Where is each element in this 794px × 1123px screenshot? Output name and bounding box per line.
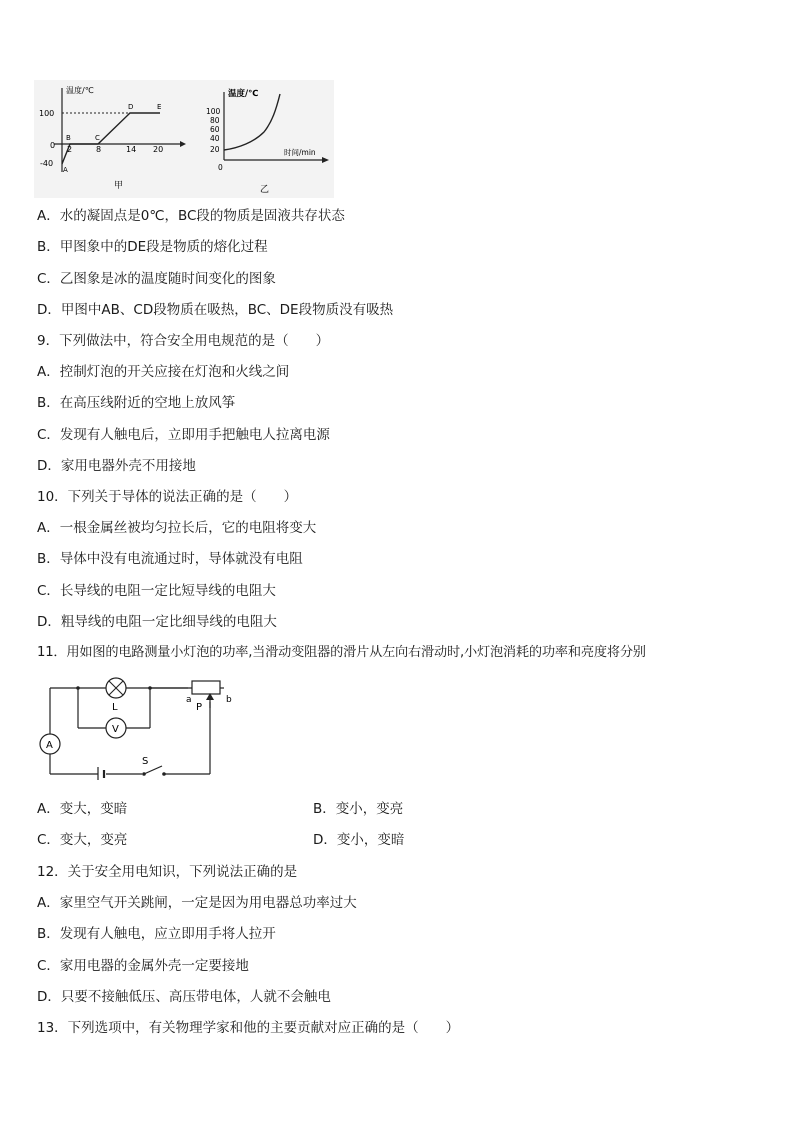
figure-background bbox=[34, 80, 334, 198]
q11-option-a: A．变大，变暗 bbox=[37, 801, 128, 817]
q12-option-a: A．家里空气开关跳闸，一定是因为用电器总功率过大 bbox=[37, 895, 357, 911]
yi-y-tick-40: 40 bbox=[210, 134, 220, 143]
q12-option-c: C．家用电器的金属外壳一定要接地 bbox=[37, 958, 249, 974]
switch-label: S bbox=[142, 756, 149, 767]
yi-y-tick-0: 0 bbox=[218, 163, 223, 172]
temperature-graphs-figure bbox=[34, 80, 334, 198]
jia-point-c: C bbox=[95, 134, 100, 142]
jia-point-a: A bbox=[63, 166, 68, 174]
q10-option-a: A．一根金属丝被均匀拉长后，它的电阻将变大 bbox=[37, 520, 317, 536]
yi-caption: 乙 bbox=[260, 185, 270, 195]
jia-y-tick-0: 0 bbox=[50, 141, 56, 150]
voltmeter-label: V bbox=[112, 724, 119, 735]
q9-option-a: A．控制灯泡的开关应接在灯泡和火线之间 bbox=[37, 364, 290, 380]
ammeter-label: A bbox=[46, 740, 53, 751]
battery-symbol bbox=[98, 767, 104, 780]
switch-symbol bbox=[142, 756, 166, 776]
q11-stem: 11．用如图的电路测量小灯泡的功率,当滑动变阻器的滑片从左向右滑动时,小灯泡消耗的功率和亮度将分别 bbox=[37, 645, 646, 660]
yi-x-label: 时间/min bbox=[284, 148, 316, 157]
q10-option-c: C．长导线的电阻一定比短导线的电阻大 bbox=[37, 583, 276, 599]
q8-option-c: C．乙图象是冰的温度随时间变化的图象 bbox=[37, 271, 276, 287]
jia-x-tick-20: 20 bbox=[153, 145, 164, 154]
yi-y-label: 温度/℃ bbox=[228, 89, 259, 99]
q12-option-d: D．只要不接触低压、高压带电体，人就不会触电 bbox=[37, 989, 331, 1005]
jia-y-tick-100: 100 bbox=[39, 109, 55, 118]
q10-option-d: D．粗导线的电阻一定比细导线的电阻大 bbox=[37, 614, 277, 630]
q9-option-c: C．发现有人触电后，立即用手把触电人拉离电源 bbox=[37, 427, 330, 443]
rheostat-end-b-label: b bbox=[226, 695, 232, 705]
jia-y-label: 温度/℃ bbox=[66, 86, 94, 95]
rheostat-end-a-label: a bbox=[186, 695, 192, 705]
jia-x-tick-8: 8 bbox=[96, 145, 102, 154]
slider-label: P bbox=[196, 702, 203, 713]
yi-y-tick-100: 100 bbox=[206, 107, 221, 116]
jia-y-tick-neg40: -40 bbox=[40, 159, 54, 168]
jia-x-tick-2: 2 bbox=[67, 145, 73, 154]
q8-option-d: D．甲图中AB、CD段物质在吸热，BC、DE段物质没有吸热 bbox=[37, 302, 394, 318]
q10-option-b: B．导体中没有电流通过时，导体就没有电阻 bbox=[37, 551, 303, 567]
q8-option-a: A．水的凝固点是0℃，BC段的物质是固液共存状态 bbox=[37, 208, 345, 224]
q11-option-c: C．变大，变亮 bbox=[37, 832, 128, 848]
jia-point-b: B bbox=[66, 134, 71, 142]
jia-caption: 甲 bbox=[114, 181, 124, 191]
q12-option-b: B．发现有人触电，应立即用手将人拉开 bbox=[37, 926, 276, 942]
jia-point-d: D bbox=[128, 103, 134, 111]
q11-option-b: B．变小，变亮 bbox=[313, 801, 404, 817]
lamp-label: L bbox=[112, 702, 118, 713]
ammeter-symbol bbox=[40, 734, 60, 754]
jia-x-tick-14: 14 bbox=[126, 145, 137, 154]
q8-option-b: B．甲图象中的DE段是物质的熔化过程 bbox=[37, 239, 268, 255]
yi-y-tick-60: 60 bbox=[210, 125, 220, 134]
circuit-diagram bbox=[34, 672, 248, 780]
q9-stem: 9．下列做法中，符合安全用电规范的是（ ） bbox=[37, 333, 330, 349]
jia-point-e: E bbox=[157, 103, 162, 111]
q9-option-d: D．家用电器外壳不用接地 bbox=[37, 458, 196, 474]
q11-option-d: D．变小，变暗 bbox=[313, 832, 405, 848]
q10-stem: 10．下列关于导体的说法正确的是（ ） bbox=[37, 489, 298, 505]
yi-y-tick-80: 80 bbox=[210, 116, 220, 125]
lamp-symbol bbox=[106, 678, 126, 713]
q13-stem: 13．下列选项中，有关物理学家和他的主要贡献对应正确的是（ ） bbox=[37, 1020, 460, 1036]
yi-y-tick-20: 20 bbox=[210, 145, 220, 154]
voltmeter-symbol bbox=[106, 718, 126, 738]
q12-stem: 12．关于安全用电知识，下列说法正确的是 bbox=[37, 864, 298, 880]
rheostat-symbol bbox=[150, 681, 232, 713]
q9-option-b: B．在高压线附近的空地上放风筝 bbox=[37, 395, 236, 411]
